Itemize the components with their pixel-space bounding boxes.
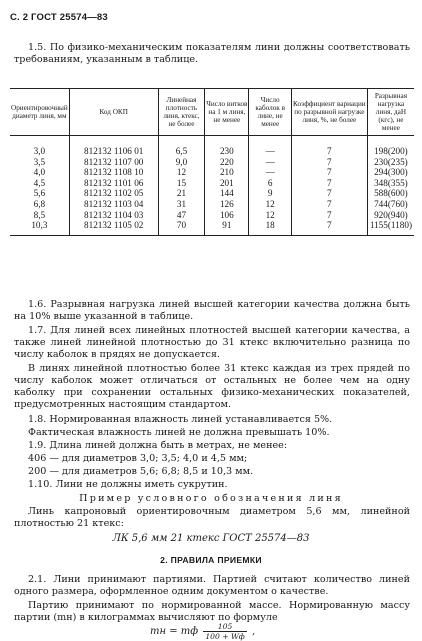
cell-density: 12 — [158, 167, 205, 178]
cell-variation: 7 — [291, 210, 367, 221]
cell-density: 15 — [158, 178, 205, 189]
cell-twists: 144 — [205, 188, 249, 199]
paragraph-1-9-a: 406 — для диаметров 3,0; 3,5; 4,0 и 4,5 мм; — [28, 453, 248, 464]
cell-density: 31 — [158, 199, 205, 210]
cell-yarns: — — [249, 157, 291, 168]
cell-load: 348(355) — [367, 178, 414, 189]
cell-load: 1155(1180) — [367, 220, 414, 235]
cell-okp: 812132 1102 05 — [69, 188, 158, 199]
header-variation-coef: Коэффициент вариации по разрывной нагрузке линя, %, не более — [291, 89, 367, 136]
paragraph-2-1: 2.1. Лини принимают партиями. Партией считают количество линей одного размера, оформленное одним документом о качестве. — [14, 574, 410, 597]
cell-diameter: 4,5 — [33, 177, 46, 188]
header-breaking-load: Разрывная нагрузка линя, даН (кгс), не менее — [367, 89, 414, 136]
table-row — [10, 210, 414, 221]
header-diameter: Ориентировочный диаметр линя, мм — [10, 89, 69, 136]
cell-diameter: 6,8 — [33, 198, 46, 209]
cell-okp: 812132 1106 01 — [69, 136, 158, 157]
cell-twists: 91 — [205, 220, 249, 235]
header-twist-count: Число витков на 1 м линя, не менее — [205, 89, 249, 136]
paragraph-1-8: 1.8. Нормированная влажность линей устанавливается 5%. — [28, 414, 333, 425]
cell-density: 70 — [158, 220, 205, 235]
cell-load: 744(760) — [367, 199, 414, 210]
cell-okp: 812132 1103 04 — [69, 199, 158, 210]
section-2-title: 2. ПРАВИЛА ПРИЕМКИ — [160, 555, 262, 565]
cell-twists: 230 — [205, 136, 249, 157]
properties-table — [10, 88, 414, 236]
cell-yarns: 6 — [249, 178, 291, 189]
paragraph-1-7: 1.7. Для линей всех линейных плотностей высшей категории качества, а также линей линейной плотностью до 31 ктекс включительно разница по числу каболок в прядях не допускается. — [14, 325, 410, 360]
cell-yarns: 9 — [249, 188, 291, 199]
paragraph-2-1-cont: Партию принимают по нормированной массе. Нормированную массу партии (mн) в килограммах вычисляют по формуле — [14, 600, 410, 623]
cell-variation: 7 — [291, 188, 367, 199]
cell-load: 198(200) — [367, 136, 414, 157]
page-header: С. 2 ГОСТ 25574—83 — [10, 12, 108, 23]
cell-density: 6,5 — [158, 136, 205, 157]
cell-yarns: — — [249, 136, 291, 157]
formula-tail: , — [251, 626, 256, 637]
cell-twists: 126 — [205, 199, 249, 210]
cell-load: 588(600) — [367, 188, 414, 199]
cell-yarns: — — [249, 167, 291, 178]
cell-load: 920(940) — [367, 210, 414, 221]
cell-diameter: 3,0 — [33, 146, 46, 156]
cell-density: 21 — [158, 188, 205, 199]
cell-okp: 812132 1105 02 — [69, 220, 158, 235]
paragraph-1-10: 1.10. Лини не должны иметь сукрутин. — [28, 479, 228, 490]
formula-denominator: 100 + Wф — [205, 632, 245, 641]
table-row — [10, 157, 414, 168]
cell-twists: 210 — [205, 167, 249, 178]
cell-load: 230(235) — [367, 157, 414, 168]
cell-twists: 106 — [205, 210, 249, 221]
paragraph-1-9-b: 200 — для диаметров 5,6; 6,8; 8,5 и 10,3 мм. — [28, 466, 254, 477]
example-designation: ЛК 5,6 мм 21 ктекс ГОСТ 25574—83 — [112, 533, 310, 544]
example-title: Пример условного обозначения линя — [79, 493, 343, 504]
cell-diameter: 3,5 — [33, 156, 46, 167]
paragraph-1-8-cont: Фактическая влажность линей не должна превышать 10%. — [28, 427, 330, 438]
table-row — [10, 199, 414, 210]
cell-density: 9,0 — [158, 157, 205, 168]
cell-diameter: 8,5 — [33, 209, 46, 220]
cell-okp: 812132 1107 00 — [69, 157, 158, 168]
table-row — [10, 178, 414, 189]
cell-load: 294(300) — [367, 167, 414, 178]
cell-variation: 7 — [291, 199, 367, 210]
paragraph-1-6: 1.6. Разрывная нагрузка линей высшей категории качества должна быть на 10% выше указанной в таблице. — [14, 299, 410, 322]
cell-density: 47 — [158, 210, 205, 221]
cell-yarns: 12 — [249, 199, 291, 210]
formula-lhs: mн = mф — [150, 626, 199, 637]
paragraph-1-9: 1.9. Длина линей должна быть в метрах, не менее: — [28, 440, 288, 451]
cell-okp: 812132 1108 10 — [69, 167, 158, 178]
cell-variation: 7 — [291, 136, 367, 157]
cell-diameter: 4,0 — [33, 167, 46, 178]
formula-fraction — [203, 622, 246, 641]
cell-diameter: 5,6 — [33, 188, 46, 199]
cell-variation: 7 — [291, 157, 367, 168]
paragraph-1-5: 1.5. По физико-механическим показателям лини должны соответствовать требованиям, указанным в таблице. — [14, 42, 410, 65]
header-okp-code: Код ОКП — [69, 89, 158, 136]
cell-okp: 812132 1104 03 — [69, 210, 158, 221]
table-row — [10, 136, 414, 157]
table-row — [10, 220, 414, 235]
header-yarn-count: Число каболок в лине, не менее — [249, 89, 291, 136]
cell-variation: 7 — [291, 167, 367, 178]
cell-twists: 220 — [205, 157, 249, 168]
table-row — [10, 188, 414, 199]
table-row — [10, 167, 414, 178]
cell-variation: 7 — [291, 178, 367, 189]
cell-yarns: 12 — [249, 210, 291, 221]
header-linear-density: Линейная плотность линя, ктекс, не более — [158, 89, 205, 136]
cell-okp: 812132 1101 06 — [69, 178, 158, 189]
cell-yarns: 18 — [249, 220, 291, 235]
formula-numerator: 105 — [203, 622, 246, 632]
table-header-row — [10, 89, 414, 136]
mass-formula — [150, 622, 255, 641]
cell-variation: 7 — [291, 220, 367, 235]
cell-diameter: 10,3 — [10, 220, 69, 235]
example-text: Линь капроновый ориентировочным диаметром 5,6 мм, линейной плотностью 21 ктекс: — [14, 506, 410, 529]
paragraph-1-7-cont: В линях линейной плотностью более 31 ктекс каждая из трех прядей по числу каболок может отличаться от остальных не более чем на одну каболку при сохранении остальных физико-механических показателей, предусмотренных настоящим стандартом. — [14, 363, 410, 410]
cell-twists: 201 — [205, 178, 249, 189]
